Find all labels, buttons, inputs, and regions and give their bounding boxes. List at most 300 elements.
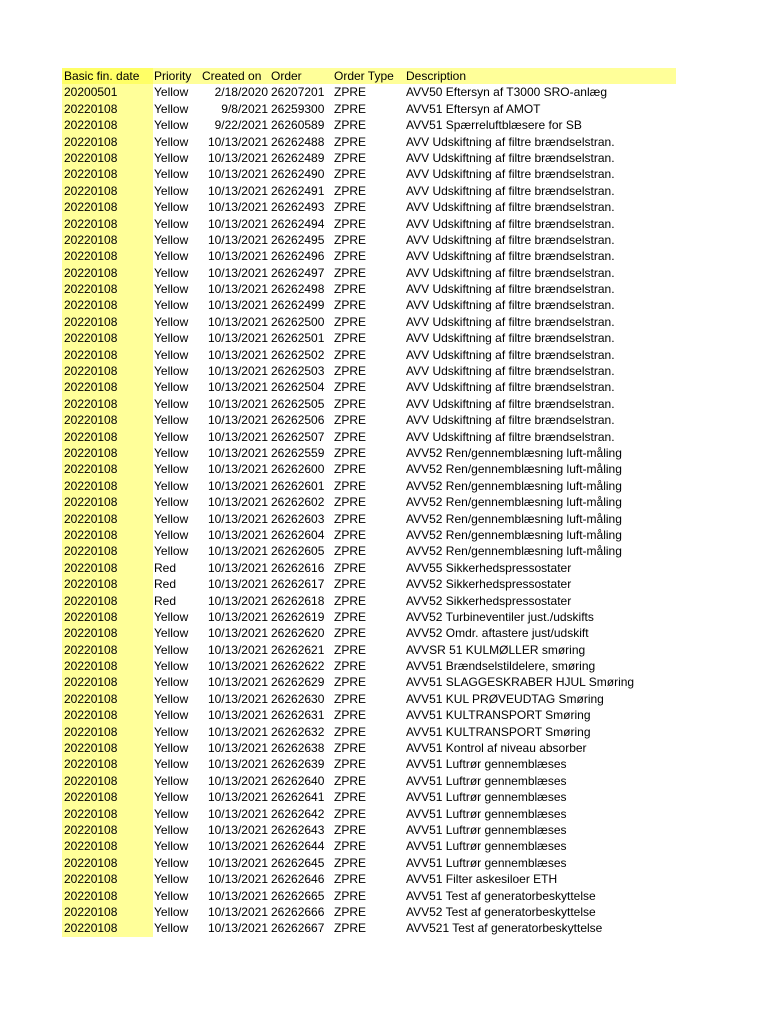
cell-created-on[interactable]: 10/13/2021 bbox=[207, 364, 268, 379]
cell-priority[interactable]: Yellow bbox=[154, 675, 189, 690]
cell-priority[interactable]: Yellow bbox=[154, 741, 189, 756]
cell-created-on[interactable]: 10/13/2021 bbox=[207, 741, 268, 756]
cell-description[interactable]: AVV Udskiftning af filtre brændselstran. bbox=[406, 265, 615, 280]
cell-order[interactable]: 26262505 bbox=[271, 396, 325, 411]
cell-order[interactable]: 26262640 bbox=[271, 773, 325, 788]
cell-description[interactable]: AVV52 Sikkerhedspressostater bbox=[406, 593, 572, 608]
cell-created-on[interactable]: 10/13/2021 bbox=[207, 134, 268, 149]
cell-priority[interactable]: Yellow bbox=[154, 904, 189, 919]
cell-order[interactable]: 26262489 bbox=[271, 150, 325, 165]
cell-basic-fin-date[interactable]: 20220108 bbox=[62, 740, 153, 756]
cell-created-on[interactable]: 10/13/2021 bbox=[207, 560, 268, 575]
cell-order-type[interactable]: ZPRE bbox=[334, 429, 367, 444]
cell-priority[interactable]: Yellow bbox=[154, 626, 189, 641]
cell-basic-fin-date[interactable]: 20220108 bbox=[62, 609, 153, 625]
cell-order-type[interactable]: ZPRE bbox=[334, 757, 367, 772]
cell-description[interactable]: AVV Udskiftning af filtre brændselstran. bbox=[406, 282, 615, 297]
cell-basic-fin-date[interactable]: 20220108 bbox=[62, 314, 153, 330]
cell-description[interactable]: AVV51 Brændselstildelere, smøring bbox=[406, 659, 596, 674]
cell-priority[interactable]: Yellow bbox=[154, 790, 189, 805]
cell-order[interactable]: 26262559 bbox=[271, 445, 325, 460]
cell-order[interactable]: 26262495 bbox=[271, 232, 325, 247]
cell-order-type[interactable]: ZPRE bbox=[334, 183, 367, 198]
cell-basic-fin-date[interactable]: 20220108 bbox=[62, 838, 153, 854]
cell-created-on[interactable]: 10/13/2021 bbox=[207, 183, 268, 198]
cell-description[interactable]: AVV Udskiftning af filtre brændselstran. bbox=[406, 150, 615, 165]
cell-order[interactable]: 26262490 bbox=[271, 167, 325, 182]
cell-basic-fin-date[interactable]: 20220108 bbox=[62, 543, 153, 559]
cell-basic-fin-date[interactable]: 20220108 bbox=[62, 674, 153, 690]
cell-description[interactable]: AVV52 Omdr. aftastere just/udskift bbox=[406, 626, 589, 641]
cell-order-type[interactable]: ZPRE bbox=[334, 380, 367, 395]
cell-basic-fin-date[interactable]: 20220108 bbox=[62, 429, 153, 445]
cell-basic-fin-date[interactable]: 20220108 bbox=[62, 625, 153, 641]
cell-order-type[interactable]: ZPRE bbox=[334, 331, 367, 346]
cell-order-type[interactable]: ZPRE bbox=[334, 445, 367, 460]
cell-basic-fin-date[interactable]: 20220108 bbox=[62, 527, 153, 543]
cell-order-type[interactable]: ZPRE bbox=[334, 167, 367, 182]
cell-order-type[interactable]: ZPRE bbox=[334, 642, 367, 657]
cell-basic-fin-date[interactable]: 20220108 bbox=[62, 232, 153, 248]
cell-created-on[interactable]: 2/18/2020 bbox=[214, 85, 268, 100]
cell-created-on[interactable]: 10/13/2021 bbox=[207, 445, 268, 460]
cell-order-type[interactable]: ZPRE bbox=[334, 495, 367, 510]
cell-created-on[interactable]: 10/13/2021 bbox=[207, 806, 268, 821]
cell-basic-fin-date[interactable]: 20220108 bbox=[62, 281, 153, 297]
cell-basic-fin-date[interactable]: 20220108 bbox=[62, 363, 153, 379]
cell-order-type[interactable]: ZPRE bbox=[334, 364, 367, 379]
cell-created-on[interactable]: 9/8/2021 bbox=[221, 101, 268, 116]
cell-order-type[interactable]: ZPRE bbox=[334, 265, 367, 280]
cell-created-on[interactable]: 10/13/2021 bbox=[207, 314, 268, 329]
cell-description[interactable]: AVV52 Ren/gennemblæsning luft-måling bbox=[406, 544, 622, 559]
cell-created-on[interactable]: 10/13/2021 bbox=[207, 544, 268, 559]
cell-order-type[interactable]: ZPRE bbox=[334, 314, 367, 329]
cell-description[interactable]: AVV51 Luftrør gennemblæses bbox=[406, 855, 567, 870]
cell-order[interactable]: 26262602 bbox=[271, 495, 325, 510]
cell-order-type[interactable]: ZPRE bbox=[334, 741, 367, 756]
cell-order[interactable]: 26262507 bbox=[271, 429, 325, 444]
cell-description[interactable]: AVV51 Test af generatorbeskyttelse bbox=[406, 888, 596, 903]
cell-order[interactable]: 26262632 bbox=[271, 724, 325, 739]
cell-description[interactable]: AVV Udskiftning af filtre brændselstran. bbox=[406, 183, 615, 198]
cell-order-type[interactable]: ZPRE bbox=[334, 200, 367, 215]
cell-priority[interactable]: Red bbox=[154, 577, 177, 592]
cell-description[interactable]: AVV51 Luftrør gennemblæses bbox=[406, 773, 567, 788]
cell-priority[interactable]: Yellow bbox=[154, 839, 189, 854]
cell-order[interactable]: 26262501 bbox=[271, 331, 325, 346]
cell-priority[interactable]: Yellow bbox=[154, 429, 189, 444]
cell-basic-fin-date[interactable]: 20220108 bbox=[62, 412, 153, 428]
cell-description[interactable]: AVV Udskiftning af filtre brændselstran. bbox=[406, 396, 615, 411]
cell-basic-fin-date[interactable]: 20220108 bbox=[62, 347, 153, 363]
cell-description[interactable]: AVVSR 51 KULMØLLER smøring bbox=[406, 642, 586, 657]
cell-order[interactable]: 26262666 bbox=[271, 904, 325, 919]
cell-created-on[interactable]: 10/13/2021 bbox=[207, 249, 268, 264]
cell-order[interactable]: 26262620 bbox=[271, 626, 325, 641]
cell-basic-fin-date[interactable]: 20220108 bbox=[62, 265, 153, 281]
cell-description[interactable]: AVV Udskiftning af filtre brændselstran. bbox=[406, 413, 615, 428]
cell-order-type[interactable]: ZPRE bbox=[334, 855, 367, 870]
cell-created-on[interactable]: 10/13/2021 bbox=[207, 872, 268, 887]
cell-created-on[interactable]: 10/13/2021 bbox=[207, 265, 268, 280]
cell-priority[interactable]: Yellow bbox=[154, 445, 189, 460]
cell-description[interactable]: AVV Udskiftning af filtre brændselstran. bbox=[406, 364, 615, 379]
cell-order[interactable]: 26262622 bbox=[271, 659, 325, 674]
cell-priority[interactable]: Yellow bbox=[154, 691, 189, 706]
cell-created-on[interactable]: 10/13/2021 bbox=[207, 413, 268, 428]
cell-basic-fin-date[interactable]: 20220108 bbox=[62, 888, 153, 904]
cell-basic-fin-date[interactable]: 20220108 bbox=[62, 789, 153, 805]
cell-order[interactable]: 26262498 bbox=[271, 282, 325, 297]
cell-description[interactable]: AVV Udskiftning af filtre brændselstran. bbox=[406, 380, 615, 395]
cell-priority[interactable]: Yellow bbox=[154, 855, 189, 870]
cell-priority[interactable]: Yellow bbox=[154, 724, 189, 739]
cell-description[interactable]: AVV51 KULTRANSPORT Smøring bbox=[406, 724, 591, 739]
cell-order-type[interactable]: ZPRE bbox=[334, 626, 367, 641]
cell-priority[interactable]: Yellow bbox=[154, 921, 189, 936]
cell-basic-fin-date[interactable]: 20220108 bbox=[62, 707, 153, 723]
cell-priority[interactable]: Yellow bbox=[154, 216, 189, 231]
cell-priority[interactable]: Yellow bbox=[154, 150, 189, 165]
cell-order-type[interactable]: ZPRE bbox=[334, 216, 367, 231]
cell-order[interactable]: 26262639 bbox=[271, 757, 325, 772]
cell-created-on[interactable]: 10/13/2021 bbox=[207, 642, 268, 657]
cell-basic-fin-date[interactable]: 20220108 bbox=[62, 593, 153, 609]
cell-order-type[interactable]: ZPRE bbox=[334, 822, 367, 837]
cell-description[interactable]: AVV51 Spærreluftblæsere for SB bbox=[406, 118, 582, 133]
cell-created-on[interactable]: 10/13/2021 bbox=[207, 577, 268, 592]
cell-order[interactable]: 26262604 bbox=[271, 527, 325, 542]
cell-order-type[interactable]: ZPRE bbox=[334, 724, 367, 739]
cell-created-on[interactable]: 10/13/2021 bbox=[207, 396, 268, 411]
cell-priority[interactable]: Yellow bbox=[154, 118, 189, 133]
cell-order-type[interactable]: ZPRE bbox=[334, 527, 367, 542]
cell-created-on[interactable]: 10/13/2021 bbox=[207, 921, 268, 936]
cell-order[interactable]: 26262493 bbox=[271, 200, 325, 215]
cell-created-on[interactable]: 10/13/2021 bbox=[207, 429, 268, 444]
cell-priority[interactable]: Yellow bbox=[154, 200, 189, 215]
cell-basic-fin-date[interactable]: 20220108 bbox=[62, 642, 153, 658]
cell-description[interactable]: AVV Udskiftning af filtre brændselstran. bbox=[406, 134, 615, 149]
cell-priority[interactable]: Yellow bbox=[154, 265, 189, 280]
header-description[interactable]: Description bbox=[406, 69, 467, 83]
cell-order-type[interactable]: ZPRE bbox=[334, 904, 367, 919]
cell-priority[interactable]: Yellow bbox=[154, 642, 189, 657]
cell-order-type[interactable]: ZPRE bbox=[334, 462, 367, 477]
cell-order-type[interactable]: ZPRE bbox=[334, 806, 367, 821]
cell-order[interactable]: 26262645 bbox=[271, 855, 325, 870]
cell-order-type[interactable]: ZPRE bbox=[334, 691, 367, 706]
cell-priority[interactable]: Yellow bbox=[154, 511, 189, 526]
cell-order[interactable]: 26262506 bbox=[271, 413, 325, 428]
cell-order-type[interactable]: ZPRE bbox=[334, 544, 367, 559]
cell-basic-fin-date[interactable]: 20220108 bbox=[62, 773, 153, 789]
header-basic-fin-date[interactable]: Basic fin. date bbox=[62, 68, 153, 84]
cell-order-type[interactable]: ZPRE bbox=[334, 609, 367, 624]
cell-basic-fin-date[interactable]: 20220108 bbox=[62, 691, 153, 707]
cell-order-type[interactable]: ZPRE bbox=[334, 872, 367, 887]
cell-description[interactable]: AVV52 Sikkerhedspressostater bbox=[406, 577, 572, 592]
cell-description[interactable]: AVV52 Ren/gennemblæsning luft-måling bbox=[406, 495, 622, 510]
cell-order-type[interactable]: ZPRE bbox=[334, 85, 367, 100]
cell-priority[interactable]: Yellow bbox=[154, 167, 189, 182]
cell-priority[interactable]: Yellow bbox=[154, 773, 189, 788]
cell-description[interactable]: AVV52 Ren/gennemblæsning luft-måling bbox=[406, 527, 622, 542]
header-created-on[interactable]: Created on bbox=[202, 69, 262, 83]
cell-created-on[interactable]: 10/13/2021 bbox=[207, 724, 268, 739]
cell-priority[interactable]: Yellow bbox=[154, 232, 189, 247]
cell-order-type[interactable]: ZPRE bbox=[334, 790, 367, 805]
cell-order-type[interactable]: ZPRE bbox=[334, 150, 367, 165]
cell-priority[interactable]: Yellow bbox=[154, 183, 189, 198]
cell-created-on[interactable]: 10/13/2021 bbox=[207, 904, 268, 919]
cell-created-on[interactable]: 10/13/2021 bbox=[207, 150, 268, 165]
cell-basic-fin-date[interactable]: 20220108 bbox=[62, 396, 153, 412]
cell-created-on[interactable]: 10/13/2021 bbox=[207, 609, 268, 624]
cell-basic-fin-date[interactable]: 20220108 bbox=[62, 478, 153, 494]
cell-description[interactable]: AVV Udskiftning af filtre brændselstran. bbox=[406, 331, 615, 346]
cell-priority[interactable]: Yellow bbox=[154, 527, 189, 542]
cell-created-on[interactable]: 10/13/2021 bbox=[207, 495, 268, 510]
cell-description[interactable]: AVV51 KUL PRØVEUDTAG Smøring bbox=[406, 691, 604, 706]
cell-order[interactable]: 26262644 bbox=[271, 839, 325, 854]
header-order[interactable]: Order bbox=[271, 69, 302, 83]
cell-priority[interactable]: Yellow bbox=[154, 134, 189, 149]
cell-basic-fin-date[interactable]: 20220108 bbox=[62, 822, 153, 838]
cell-order-type[interactable]: ZPRE bbox=[334, 134, 367, 149]
cell-order-type[interactable]: ZPRE bbox=[334, 593, 367, 608]
cell-description[interactable]: AVV52 Ren/gennemblæsning luft-måling bbox=[406, 511, 622, 526]
cell-created-on[interactable]: 10/13/2021 bbox=[207, 167, 268, 182]
cell-order[interactable]: 26207201 bbox=[271, 85, 325, 100]
cell-description[interactable]: AVV52 Test af generatorbeskyttelse bbox=[406, 904, 596, 919]
cell-description[interactable]: AVV Udskiftning af filtre brændselstran. bbox=[406, 298, 615, 313]
cell-basic-fin-date[interactable]: 20220108 bbox=[62, 904, 153, 920]
cell-order[interactable]: 26262631 bbox=[271, 708, 325, 723]
cell-order-type[interactable]: ZPRE bbox=[334, 888, 367, 903]
cell-basic-fin-date[interactable]: 20220108 bbox=[62, 920, 153, 936]
cell-description[interactable]: AVV51 Kontrol af niveau absorber bbox=[406, 741, 587, 756]
cell-order-type[interactable]: ZPRE bbox=[334, 478, 367, 493]
cell-basic-fin-date[interactable]: 20200501 bbox=[62, 84, 153, 100]
cell-order-type[interactable]: ZPRE bbox=[334, 675, 367, 690]
cell-order[interactable]: 26262504 bbox=[271, 380, 325, 395]
cell-basic-fin-date[interactable]: 20220108 bbox=[62, 576, 153, 592]
cell-order[interactable]: 26262619 bbox=[271, 609, 325, 624]
cell-created-on[interactable]: 10/13/2021 bbox=[207, 593, 268, 608]
cell-priority[interactable]: Yellow bbox=[154, 85, 189, 100]
cell-order[interactable]: 26262617 bbox=[271, 577, 325, 592]
cell-created-on[interactable]: 10/13/2021 bbox=[207, 708, 268, 723]
cell-basic-fin-date[interactable]: 20220108 bbox=[62, 117, 153, 133]
cell-basic-fin-date[interactable]: 20220108 bbox=[62, 330, 153, 346]
cell-created-on[interactable]: 10/13/2021 bbox=[207, 659, 268, 674]
cell-basic-fin-date[interactable]: 20220108 bbox=[62, 248, 153, 264]
cell-order[interactable]: 26262638 bbox=[271, 741, 325, 756]
cell-order[interactable]: 26262603 bbox=[271, 511, 325, 526]
cell-order-type[interactable]: ZPRE bbox=[334, 773, 367, 788]
cell-priority[interactable]: Yellow bbox=[154, 495, 189, 510]
cell-order[interactable]: 26262643 bbox=[271, 822, 325, 837]
cell-order-type[interactable]: ZPRE bbox=[334, 921, 367, 936]
cell-order-type[interactable]: ZPRE bbox=[334, 708, 367, 723]
cell-priority[interactable]: Yellow bbox=[154, 478, 189, 493]
cell-description[interactable]: AVV52 Turbineventiler just./udskifts bbox=[406, 609, 594, 624]
cell-order[interactable]: 26262488 bbox=[271, 134, 325, 149]
cell-priority[interactable]: Yellow bbox=[154, 462, 189, 477]
cell-order[interactable]: 26262621 bbox=[271, 642, 325, 657]
cell-order-type[interactable]: ZPRE bbox=[334, 118, 367, 133]
cell-basic-fin-date[interactable]: 20220108 bbox=[62, 379, 153, 395]
cell-order-type[interactable]: ZPRE bbox=[334, 659, 367, 674]
cell-created-on[interactable]: 10/13/2021 bbox=[207, 527, 268, 542]
cell-created-on[interactable]: 10/13/2021 bbox=[207, 347, 268, 362]
cell-order[interactable]: 26262499 bbox=[271, 298, 325, 313]
cell-created-on[interactable]: 9/22/2021 bbox=[214, 118, 268, 133]
cell-order-type[interactable]: ZPRE bbox=[334, 347, 367, 362]
cell-created-on[interactable]: 10/13/2021 bbox=[207, 511, 268, 526]
cell-order[interactable]: 26262630 bbox=[271, 691, 325, 706]
cell-basic-fin-date[interactable]: 20220108 bbox=[62, 297, 153, 313]
cell-order-type[interactable]: ZPRE bbox=[334, 101, 367, 116]
cell-created-on[interactable]: 10/13/2021 bbox=[207, 216, 268, 231]
cell-order-type[interactable]: ZPRE bbox=[334, 396, 367, 411]
cell-order[interactable]: 26262497 bbox=[271, 265, 325, 280]
cell-created-on[interactable]: 10/13/2021 bbox=[207, 298, 268, 313]
cell-order[interactable]: 26262629 bbox=[271, 675, 325, 690]
cell-priority[interactable]: Yellow bbox=[154, 282, 189, 297]
cell-order-type[interactable]: ZPRE bbox=[334, 249, 367, 264]
cell-order[interactable]: 26262642 bbox=[271, 806, 325, 821]
cell-created-on[interactable]: 10/13/2021 bbox=[207, 888, 268, 903]
cell-basic-fin-date[interactable]: 20220108 bbox=[62, 150, 153, 166]
cell-description[interactable]: AVV51 Luftrør gennemblæses bbox=[406, 806, 567, 821]
cell-created-on[interactable]: 10/13/2021 bbox=[207, 200, 268, 215]
cell-priority[interactable]: Yellow bbox=[154, 364, 189, 379]
cell-order-type[interactable]: ZPRE bbox=[334, 577, 367, 592]
cell-priority[interactable]: Yellow bbox=[154, 544, 189, 559]
cell-basic-fin-date[interactable]: 20220108 bbox=[62, 658, 153, 674]
cell-created-on[interactable]: 10/13/2021 bbox=[207, 626, 268, 641]
header-order-type[interactable]: Order Type bbox=[334, 69, 394, 83]
cell-order[interactable]: 26260589 bbox=[271, 118, 325, 133]
cell-order[interactable]: 26262667 bbox=[271, 921, 325, 936]
cell-order-type[interactable]: ZPRE bbox=[334, 413, 367, 428]
cell-basic-fin-date[interactable]: 20220108 bbox=[62, 724, 153, 740]
cell-created-on[interactable]: 10/13/2021 bbox=[207, 282, 268, 297]
cell-order-type[interactable]: ZPRE bbox=[334, 232, 367, 247]
cell-order[interactable]: 26262665 bbox=[271, 888, 325, 903]
cell-description[interactable]: AVV51 Luftrør gennemblæses bbox=[406, 757, 567, 772]
cell-order-type[interactable]: ZPRE bbox=[334, 511, 367, 526]
cell-description[interactable]: AVV52 Ren/gennemblæsning luft-måling bbox=[406, 445, 622, 460]
cell-created-on[interactable]: 10/13/2021 bbox=[207, 691, 268, 706]
cell-description[interactable]: AVV Udskiftning af filtre brændselstran. bbox=[406, 167, 615, 182]
cell-description[interactable]: AVV Udskiftning af filtre brændselstran. bbox=[406, 347, 615, 362]
cell-description[interactable]: AVV51 Luftrør gennemblæses bbox=[406, 839, 567, 854]
cell-order[interactable]: 26262600 bbox=[271, 462, 325, 477]
cell-order-type[interactable]: ZPRE bbox=[334, 282, 367, 297]
cell-priority[interactable]: Yellow bbox=[154, 331, 189, 346]
cell-description[interactable]: AVV51 SLAGGESKRABER HJUL Smøring bbox=[406, 675, 635, 690]
cell-order[interactable]: 26262616 bbox=[271, 560, 325, 575]
cell-priority[interactable]: Yellow bbox=[154, 298, 189, 313]
cell-basic-fin-date[interactable]: 20220108 bbox=[62, 871, 153, 887]
cell-priority[interactable]: Yellow bbox=[154, 396, 189, 411]
cell-description[interactable]: AVV Udskiftning af filtre brændselstran. bbox=[406, 249, 615, 264]
cell-created-on[interactable]: 10/13/2021 bbox=[207, 331, 268, 346]
cell-order[interactable]: 26262618 bbox=[271, 593, 325, 608]
cell-order[interactable]: 26262500 bbox=[271, 314, 325, 329]
cell-priority[interactable]: Red bbox=[154, 593, 177, 608]
cell-basic-fin-date[interactable]: 20220108 bbox=[62, 855, 153, 871]
cell-priority[interactable]: Yellow bbox=[154, 413, 189, 428]
cell-created-on[interactable]: 10/13/2021 bbox=[207, 773, 268, 788]
cell-basic-fin-date[interactable]: 20220108 bbox=[62, 445, 153, 461]
cell-description[interactable]: AVV Udskiftning af filtre brændselstran. bbox=[406, 200, 615, 215]
cell-description[interactable]: AVV55 Sikkerhedspressostater bbox=[406, 560, 572, 575]
cell-basic-fin-date[interactable]: 20220108 bbox=[62, 560, 153, 576]
cell-priority[interactable]: Yellow bbox=[154, 609, 189, 624]
cell-basic-fin-date[interactable]: 20220108 bbox=[62, 199, 153, 215]
cell-order[interactable]: 26262601 bbox=[271, 478, 325, 493]
cell-order[interactable]: 26262503 bbox=[271, 364, 325, 379]
cell-basic-fin-date[interactable]: 20220108 bbox=[62, 461, 153, 477]
cell-priority[interactable]: Yellow bbox=[154, 380, 189, 395]
cell-priority[interactable]: Yellow bbox=[154, 757, 189, 772]
cell-description[interactable]: AVV50 Eftersyn af T3000 SRO-anlæg bbox=[406, 85, 607, 100]
cell-description[interactable]: AVV Udskiftning af filtre brændselstran. bbox=[406, 429, 615, 444]
cell-order-type[interactable]: ZPRE bbox=[334, 560, 367, 575]
cell-priority[interactable]: Yellow bbox=[154, 872, 189, 887]
cell-description[interactable]: AVV Udskiftning af filtre brændselstran. bbox=[406, 314, 615, 329]
cell-description[interactable]: AVV51 KULTRANSPORT Smøring bbox=[406, 708, 591, 723]
cell-priority[interactable]: Red bbox=[154, 560, 177, 575]
cell-order[interactable]: 26262502 bbox=[271, 347, 325, 362]
cell-basic-fin-date[interactable]: 20220108 bbox=[62, 134, 153, 150]
header-priority[interactable]: Priority bbox=[154, 69, 192, 83]
cell-priority[interactable]: Yellow bbox=[154, 101, 189, 116]
cell-created-on[interactable]: 10/13/2021 bbox=[207, 822, 268, 837]
cell-description[interactable]: AVV Udskiftning af filtre brændselstran. bbox=[406, 232, 615, 247]
cell-description[interactable]: AVV521 Test af generatorbeskyttelse bbox=[406, 921, 603, 936]
cell-description[interactable]: AVV52 Ren/gennemblæsning luft-måling bbox=[406, 478, 622, 493]
cell-priority[interactable]: Yellow bbox=[154, 314, 189, 329]
cell-description[interactable]: AVV52 Ren/gennemblæsning luft-måling bbox=[406, 462, 622, 477]
cell-created-on[interactable]: 10/13/2021 bbox=[207, 839, 268, 854]
cell-basic-fin-date[interactable]: 20220108 bbox=[62, 806, 153, 822]
cell-order-type[interactable]: ZPRE bbox=[334, 298, 367, 313]
cell-order[interactable]: 26262605 bbox=[271, 544, 325, 559]
cell-basic-fin-date[interactable]: 20220108 bbox=[62, 183, 153, 199]
cell-priority[interactable]: Yellow bbox=[154, 659, 189, 674]
cell-basic-fin-date[interactable]: 20220108 bbox=[62, 494, 153, 510]
cell-order[interactable]: 26262641 bbox=[271, 790, 325, 805]
cell-created-on[interactable]: 10/13/2021 bbox=[207, 675, 268, 690]
cell-basic-fin-date[interactable]: 20220108 bbox=[62, 756, 153, 772]
cell-created-on[interactable]: 10/13/2021 bbox=[207, 380, 268, 395]
cell-basic-fin-date[interactable]: 20220108 bbox=[62, 101, 153, 117]
cell-basic-fin-date[interactable]: 20220108 bbox=[62, 511, 153, 527]
cell-order[interactable]: 26262491 bbox=[271, 183, 325, 198]
cell-order[interactable]: 26262494 bbox=[271, 216, 325, 231]
cell-priority[interactable]: Yellow bbox=[154, 822, 189, 837]
cell-priority[interactable]: Yellow bbox=[154, 888, 189, 903]
cell-description[interactable]: AVV Udskiftning af filtre brændselstran. bbox=[406, 216, 615, 231]
cell-created-on[interactable]: 10/13/2021 bbox=[207, 462, 268, 477]
cell-priority[interactable]: Yellow bbox=[154, 347, 189, 362]
